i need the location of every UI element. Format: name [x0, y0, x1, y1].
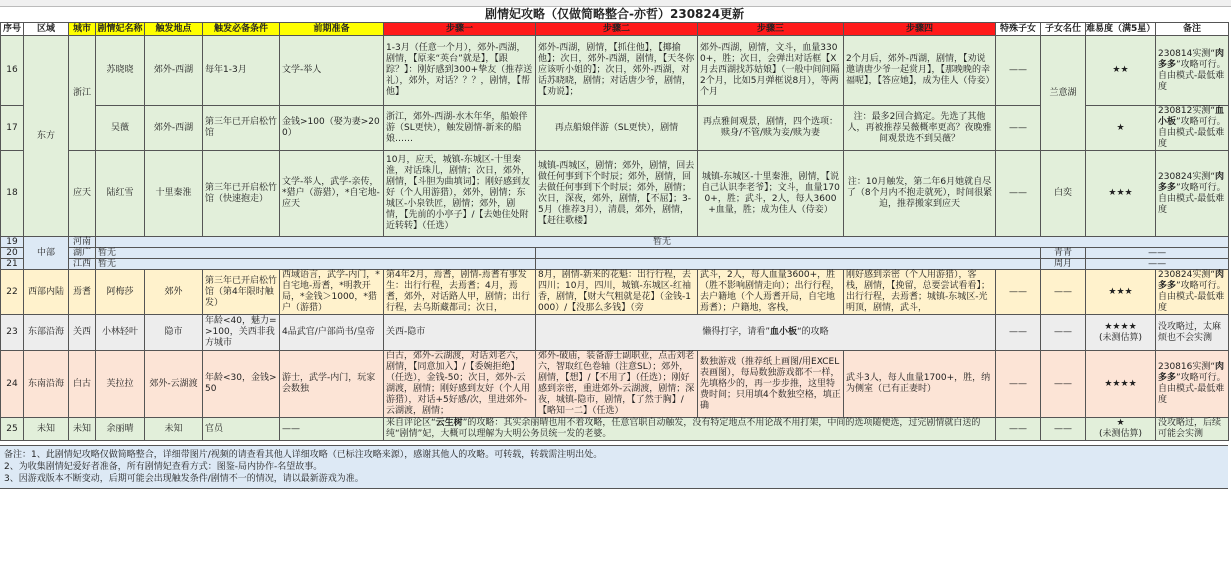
table-row — [1, 259, 1229, 270]
cell-note: 230812实测“血小板”攻略可行。自由模式-最低难度 — [1156, 106, 1229, 151]
cell-place: 郊外-西湖 — [145, 36, 203, 106]
cell-child: 青青 — [1041, 248, 1086, 259]
cell-step3: 郊外-西湖，剧情，文斗，血量3300+，胜；次日，会弹出对话框【X月去西湖找苏姑娘】（一般中间间隔2个月，比如5月弹框说8月），等两个月 — [698, 36, 844, 106]
cell-step3: 数独游戏（推荐纸上画图/用EXCEL表画图），每局数独游戏都不一样，先填格少的，再一步步推，这里特费时间；只用填4个数独空格，填正确 — [698, 351, 844, 418]
cell-special: —— — [996, 270, 1041, 315]
cell-step1: 10月，应天，城镇-东城区-十里秦淮，对话珠儿，剧情；次日，郊外，剧情，【斗胆为曲填词】；刚好感到友好（个人用游猎），郊外，剧情；东城区-小泉铁匠，剧情；郊外，剧情，【先前的小亭子】/【去她住处附近转转】（任选） — [384, 151, 536, 237]
cell-special: —— — [996, 351, 1041, 418]
cell-name: 小林轻叶 — [96, 315, 145, 351]
cell-place: 隐市 — [145, 315, 203, 351]
cell-child: —— — [1041, 351, 1086, 418]
cell-merged: 暂无 — [96, 248, 536, 259]
cell-special: —— — [996, 151, 1041, 237]
cell-no: 16 — [1, 36, 24, 106]
cell-region: 东部沿海 — [24, 315, 69, 351]
cell-special: —— — [996, 315, 1041, 351]
cell-step2: 8月，剧情-新来的花魁：出行行程，去四川；10月，四川，城镇-东城区-红袖香，剧情，【财大气粗就是花】（金钱-1000）/【没那么多钱】（旁 — [536, 270, 698, 315]
cell-no: 24 — [1, 351, 24, 418]
cell-note: 230824实测“肉多多”攻略可行。自由模式-最低难度 — [1156, 151, 1229, 237]
header-city: 城市 — [69, 23, 96, 36]
cell-city: 未知 — [69, 418, 96, 441]
cell-stars: ★★★ — [1086, 270, 1156, 315]
cell-child: —— — [1041, 315, 1086, 351]
header-place: 触发地点 — [145, 23, 203, 36]
cell-prep: 游士，武学-内门，玩家会数独 — [280, 351, 384, 418]
cell-region: 西部内陆 — [24, 270, 69, 315]
cell-child: —— — [1041, 418, 1086, 441]
cell-step1: 1-3月（任意一个月），郊外-西湖，剧情，【原来“英台”就是】，【跟踪？】：刚好感到300+挚友（推荐送礼），郊外，对话？？？，剧情，【帮他】 — [384, 36, 536, 106]
cell-name: 陆红雪 — [96, 151, 145, 237]
header-difficulty: 难易度（满5星） — [1086, 23, 1156, 34]
cell-no: 19 — [1, 237, 24, 248]
cell-condition: 年龄<30，金钱>50 — [203, 351, 280, 418]
column-header-bar — [0, 0, 1231, 7]
cell-place: 郊外-西湖 — [145, 106, 203, 151]
note-line: 2、为收集剧情妃爱好者准备，所有剧情妃查看方式：图鉴-局内协作-名望故事。 — [4, 462, 323, 472]
cell-step2: 郊外-西湖，剧情，【抓住他】，【揶揄他】；次日，郊外-西湖，剧情，【天冬你应该听小姐的】；次日，郊外-西湖，对话苏晓晓，剧情；对话唐少爷，剧情，【劝说】； — [536, 36, 698, 106]
cell-no: 22 — [1, 270, 24, 315]
cell-name: 芙拉拉 — [96, 351, 145, 418]
cell-place: 未知 — [145, 418, 203, 441]
cell-prep: 金钱>100（娶为妻>200） — [280, 106, 384, 151]
table-row — [1, 248, 1229, 259]
header-step4: 步骤四 — [844, 23, 996, 36]
cell-step3: 城镇-东城区-十里秦淮，剧情，【说自己认识李老爷】；文斗，血量1700+，胜；武斗，2人，每人3600+血量，胜；成为佳人（侍妾） — [698, 151, 844, 237]
header-name: 剧情妃名称 — [97, 23, 143, 34]
cell-step1: 关西-隐市 — [384, 315, 536, 351]
cell-stars: ★ (未测估算) — [1086, 418, 1156, 441]
cell-name: 阿梅莎 — [96, 270, 145, 315]
cell-step4: 注：最多2回合搞定。先选了其他人，再被推荐吴薇概率更高？夜晚雅间观景选不到吴薇？ — [844, 106, 996, 151]
cell-place: 郊外-云湖渡 — [145, 351, 203, 418]
cell-no: 21 — [1, 259, 24, 270]
table-row — [1, 270, 1229, 315]
cell-prep: 4品武官/户部尚书/皇帝 — [280, 315, 384, 351]
cell-step1: 第4年2月，焉耆，剧情-焉耆有事发生：出行行程，去焉耆；4月，焉耆，郊外，对话路人甲，剧情；出行行程，去乌斯藏都司；次日， — [384, 270, 536, 315]
cell-prep: 文学-举人，武学-亲传，*猎户（游猎），*自宅地-应天 — [280, 151, 384, 237]
header-prep: 前期准备 — [280, 23, 384, 36]
strategy-table — [0, 7, 1229, 441]
cell-city: 江西 — [69, 259, 96, 270]
cell-name: 余丽晴 — [96, 418, 145, 441]
sheet-title: 剧情妃攻略（仅做简略整合-亦哲）230824更新 — [1, 7, 1229, 23]
cell-merged-steps: 懒得打字，请看”血小板“的攻略 — [536, 315, 996, 351]
cell-city: 河南 — [69, 237, 96, 248]
cell-step4: 刚好感到亲密（个人用游猎），客栈，剧情，【挽留，总要尝试看看】；出行行程，去焉耆；城镇-东城区-光明顶，剧情，武斗， — [844, 270, 996, 315]
cell-condition: 官员 — [203, 418, 280, 441]
cell-stars: —— — [1086, 248, 1229, 259]
cell-note: 230814实测“肉多多”攻略可行。自由模式-最低难度 — [1156, 36, 1229, 106]
cell-step1: 白古，郊外-云湖渡，对话刘老六，剧情，【同意加入】/【委婉拒绝】（任选），金钱-50；次日，郊外-云湖渡，剧情；刚好感到友好（个人用游猎），对话+5好感/次，里进郊外-云湖渡，剧情； — [384, 351, 536, 418]
table-row — [1, 315, 1229, 351]
cell-no: 25 — [1, 418, 24, 441]
cell-condition: 年龄<40，魅力=>100，关西非我方城市 — [203, 315, 280, 351]
cell-stars: ★★★ — [1086, 151, 1156, 237]
cell-city: 应天 — [69, 151, 96, 237]
cell-step4: 注：10月触发，第二年6月她就自尽了（8个月内不抱走就死），时间很紧迫，推荐搬家到应天 — [844, 151, 996, 237]
cell-merged-steps: 来自评论区“云生树”的攻略：其实余丽晴也用不着攻略，任意官职自动触发，没有特定地点不用论战不用打架，中间的选项随便选，过完剧情就白送的纯“剧情”妃，大概可以理解为大明公务员统一发的老婆。 — [384, 418, 996, 441]
note-line: 备注：1、此剧情妃攻略仅做简略整合，详细带图片/视频的请查看其他人详细攻略（已标注攻略来源），感谢其他人的攻略。可转载，转载需注明出处。 — [4, 450, 603, 460]
cell-merged: 暂无 — [96, 237, 1229, 248]
cell-step4: 武斗3人，每人血量1700+，胜，纳为侧室（已有正妻时） — [844, 351, 996, 418]
cell-child: 白奕 — [1041, 151, 1086, 237]
header-no: 序号 — [1, 23, 24, 36]
note-line: 3、因游戏版本不断变动，后期可能会出现触发条件/剧情不一的情况，请以最新游戏为准。 — [4, 474, 364, 484]
cell-stars: ★★★★ — [1086, 351, 1156, 418]
cell-step3: 武斗，2人，每人血量3600+，胜（胜不影响剧情走向）；出行行程，去户籍地（个人焉耆开局，自宅地焉耆）；户籍地，客栈， — [698, 270, 844, 315]
cell-condition: 第三年已开启松竹馆（第4年限时触发） — [203, 270, 280, 315]
cell-city: 浙江 — [69, 36, 96, 151]
cell-empty — [536, 259, 1041, 270]
cell-city: 白古 — [69, 351, 96, 418]
cell-child: —— — [1041, 270, 1086, 315]
header-row — [1, 23, 1229, 36]
cell-special: —— — [996, 106, 1041, 151]
cell-stars: ★ — [1086, 106, 1156, 151]
cell-step2: 城镇-西城区，剧情；郊外，剧情，回去做任何事到下个时辰；郊外，剧情，回去做任何事到下个时辰；郊外，剧情；次日，深夜，郊外，剧情，【不屈】；3-5月（推荐3月），清晨，郊外，剧情，【赶往歌楼】 — [536, 151, 698, 237]
header-step2: 步骤二 — [536, 23, 698, 36]
cell-note: 230816实测“肉多多”攻略可行。自由模式-最低难度 — [1156, 351, 1229, 418]
header-region: 区域 — [24, 23, 69, 36]
cell-no: 18 — [1, 151, 24, 237]
cell-merged: 暂无 — [96, 259, 536, 270]
cell-city: 焉耆 — [69, 270, 96, 315]
cell-special: —— — [996, 418, 1041, 441]
header-special-child: 特殊子女 — [996, 23, 1041, 36]
table-row — [1, 36, 1229, 106]
cell-name: 吴薇 — [96, 106, 145, 151]
cell-place: 郊外 — [145, 270, 203, 315]
cell-city: 湖广 — [69, 248, 96, 259]
cell-stars: ★★★★ (未测估算) — [1086, 315, 1156, 351]
cell-condition: 第三年已开启松竹馆（快速抱走） — [203, 151, 280, 237]
cell-prep: 文学-举人 — [280, 36, 384, 106]
cell-condition: 每年1-3月 — [203, 36, 280, 106]
cell-step1: 浙江，郊外-西湖-水木年华，船娘伴游（SL更快），触发剧情-新来的船娘…… — [384, 106, 536, 151]
cell-child: 周月 — [1041, 259, 1086, 270]
cell-city: 关西 — [69, 315, 96, 351]
cell-special: —— — [996, 36, 1041, 106]
cell-no: 20 — [1, 248, 24, 259]
cell-note: 没攻略过，太麻烦也不会实测 — [1156, 315, 1229, 351]
cell-prep: 西域语言，武学-内门，*自宅地-焉耆，*明教开局，*金钱＞1000，*猎户（游猎） — [280, 270, 384, 315]
header-child-name: 子女名仕 — [1041, 23, 1086, 36]
cell-note: 230824实测“肉多多”攻略可行。自由模式-最低难度 — [1156, 270, 1229, 315]
table-row — [1, 351, 1229, 418]
table-row — [1, 418, 1229, 441]
cell-prep: —— — [280, 418, 384, 441]
cell-child: 兰意湖 — [1041, 36, 1086, 151]
cell-step2: 郊外-破庙，装备游士副职业，点击刘老六，智取红色卷轴（注意SL）；郊外，剧情，【想】/【不用了】（任选）；刚好感到亲密，重进郊外-云湖渡，剧情；深夜，城镇-隐市，剧情，【了然于胸】/【略知一二】（任选） — [536, 351, 698, 418]
cell-stars: ★★ — [1086, 36, 1156, 106]
cell-region: 东南沿海 — [24, 351, 69, 418]
cell-name: 苏晓晓 — [96, 36, 145, 106]
table-row — [1, 151, 1229, 237]
cell-stars: —— — [1086, 259, 1229, 270]
cell-empty — [536, 248, 1041, 259]
cell-note: 没攻略过，后续可能会实测 — [1156, 418, 1229, 441]
cell-step3: 再点雅间观景，剧情，四个选项：赎身/不管/赎为妾/赎为妻 — [698, 106, 844, 151]
cell-region: 中部 — [24, 237, 69, 270]
cell-region: 未知 — [24, 418, 69, 441]
header-step3: 步骤三 — [698, 23, 844, 36]
header-step1: 步骤一 — [384, 23, 536, 36]
cell-condition: 第三年已开启松竹馆 — [203, 106, 280, 151]
table-row — [1, 237, 1229, 248]
cell-place: 十里秦淮 — [145, 151, 203, 237]
cell-no: 17 — [1, 106, 24, 151]
header-condition: 触发必备条件 — [203, 23, 280, 36]
header-note: 备注 — [1156, 23, 1229, 36]
cell-no: 23 — [1, 315, 24, 351]
cell-region: 东方 — [24, 36, 69, 237]
notes-section — [0, 445, 1228, 489]
cell-step2: 再点船娘伴游（SL更快），剧情 — [536, 106, 698, 151]
cell-step4: 2个月后，郊外-西湖，剧情，【劝说邀请唐少爷一起赏月】，【那晚晚的幸福呢】，【答应她】，成为佳人（侍妾） — [844, 36, 996, 106]
